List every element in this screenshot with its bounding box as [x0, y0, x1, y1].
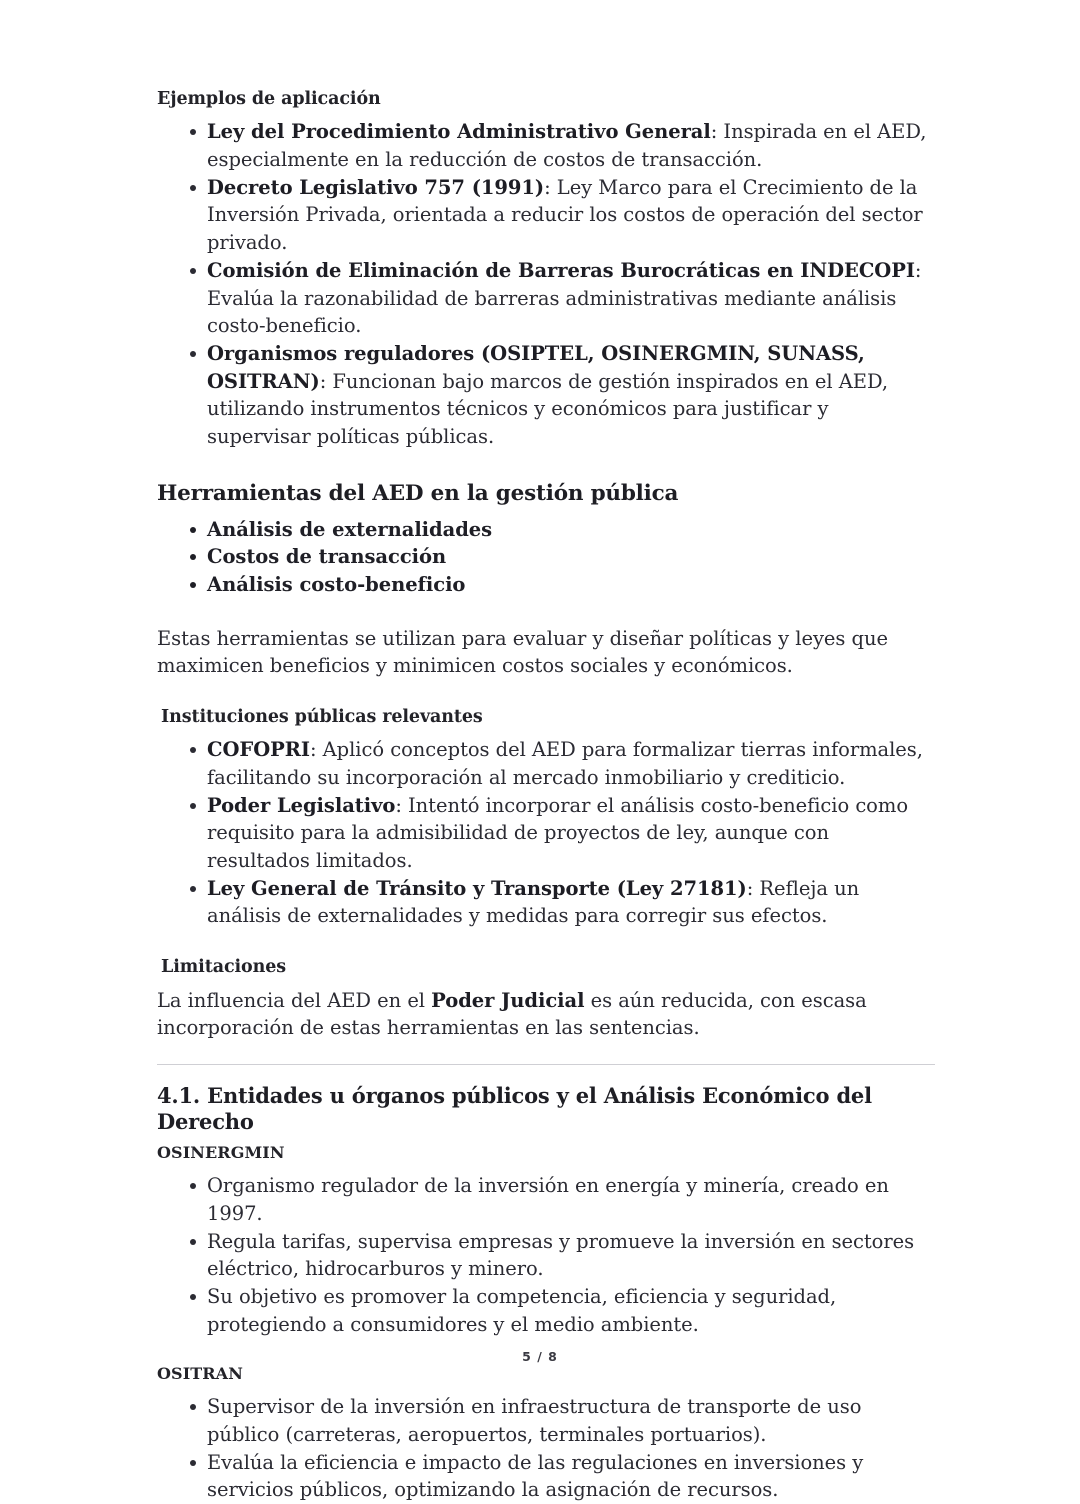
list-item: Su objetivo es promover la competencia, eficiencia y seguridad, protegiendo a consumidores y el medio ambiente. — [157, 1283, 932, 1338]
list-item: Análisis costo-beneficio — [157, 571, 932, 599]
heading-ejemplos-de-aplicacion: Ejemplos de aplicación — [157, 89, 381, 109]
spacer — [157, 1164, 932, 1172]
paragraph-text-after: es aún reducida, con escasa incorporación de estas herramientas en las sentencias. — [157, 988, 867, 1040]
list-item-term: Comisión de Eliminación de Barreras Burocráticas en INDECOPI — [207, 258, 915, 282]
paragraph-limitaciones — [157, 987, 932, 1042]
paragraph-text-before: La influencia del AED en el — [157, 988, 432, 1012]
spacer — [157, 1065, 932, 1083]
list-item-text: : Intentó incorporar el análisis costo-beneficio como requisito para la admisibilidad de proyectos de ley, aunque con resultados limitados. — [207, 793, 909, 873]
heading-limitaciones: Limitaciones — [161, 957, 287, 978]
list-item-text: : Refleja un análisis de externalidades y medidas para corregir sus efectos. — [207, 876, 860, 928]
heading-osinergmin: OSINERGMIN — [157, 1143, 285, 1163]
list-item — [157, 340, 932, 451]
list-item-text: : Funcionan bajo marcos de gestión inspirados en el AED, utilizando instrumentos técnicos y económicos para justificar y supervisar políticas públicas. — [207, 369, 888, 448]
list-item-text: : Aplicó conceptos del AED para formalizar tierras informales, facilitando su incorporación al mercado inmobiliario y crediticio. — [207, 738, 923, 790]
list-osinergmin — [157, 1172, 932, 1338]
list-item-text: : Inspirada en el AED, especialmente en la reducción de costos de transacción. — [207, 120, 927, 172]
list-ositran — [157, 1393, 932, 1504]
spacer — [157, 1385, 932, 1393]
paragraph-herramientas: Estas herramientas se utilizan para evaluar y diseñar políticas y leyes que maximicen beneficios y minimicen costos sociales y económicos. — [157, 626, 888, 678]
spacer — [157, 1042, 932, 1064]
paragraph-bold-term: Poder Judicial — [431, 988, 585, 1012]
list-item: Organismo regulador de la inversión en energía y minería, creado en 1997. — [157, 1172, 932, 1227]
spacer — [157, 508, 932, 516]
heading-ositran: OSITRAN — [157, 1364, 243, 1384]
list-instituciones — [157, 736, 932, 930]
list-item-term: COFOPRI — [207, 738, 310, 762]
list-item-text: : Ley Marco para el Crecimiento de la Inversión Privada, orientada a reducir los costos de operación del sector privado. — [207, 175, 923, 255]
list-item — [157, 736, 932, 791]
list-item: Costos de transacción — [157, 543, 932, 571]
heading-herramientas-del-aed: Herramientas del AED en la gestión pública — [157, 480, 679, 506]
list-item — [157, 174, 932, 257]
list-item-term: Ley del Procedimiento Administrativo General — [207, 120, 711, 144]
list-item-term: Ley General de Tránsito y Transporte (Ley 27181) — [207, 876, 747, 900]
list-item-term: Organismos reguladores (OSIPTEL, OSINERGMIN, SUNASS, OSITRAN) — [207, 341, 865, 393]
spacer — [157, 680, 932, 706]
spacer — [157, 599, 932, 625]
heading-instituciones-publicas-relevantes: Instituciones públicas relevantes — [161, 706, 483, 727]
heading-section-4-1: 4.1. Entidades u órganos públicos y el Análisis Económico del Derecho — [157, 1082, 872, 1135]
spacer — [157, 728, 932, 736]
list-item — [157, 257, 932, 340]
list-item: Evalúa la eficiencia e impacto de las regulaciones en inversiones y servicios públicos, optimizando la asignación de recursos. — [157, 1449, 932, 1504]
list-item: Análisis de externalidades — [157, 516, 932, 544]
list-herramientas — [157, 516, 932, 599]
list-item-text: : Evalúa la razonabilidad de barreras administrativas mediante análisis costo-beneficio. — [207, 258, 922, 338]
list-item: Supervisor de la inversión en infraestructura de transporte de uso público (carreteras, aeropuertos, terminales portuarios). — [157, 1393, 932, 1448]
spacer — [157, 110, 932, 118]
spacer — [157, 451, 932, 481]
list-item-term: Decreto Legislativo 757 (1991) — [207, 175, 545, 199]
document-content — [157, 88, 932, 1504]
list-item — [157, 792, 932, 875]
list-item — [157, 118, 932, 173]
spacer — [157, 1135, 932, 1143]
list-ejemplos-de-aplicacion — [157, 118, 932, 450]
list-item: Regula tarifas, supervisa empresas y promueve la inversión en sectores eléctrico, hidrocarburos y minero. — [157, 1228, 932, 1283]
list-item — [157, 875, 932, 930]
spacer — [157, 930, 932, 956]
list-item-term: Poder Legislativo — [207, 793, 396, 817]
spacer — [157, 979, 932, 987]
page-number-footer: 5 / 8 — [522, 1349, 558, 1364]
